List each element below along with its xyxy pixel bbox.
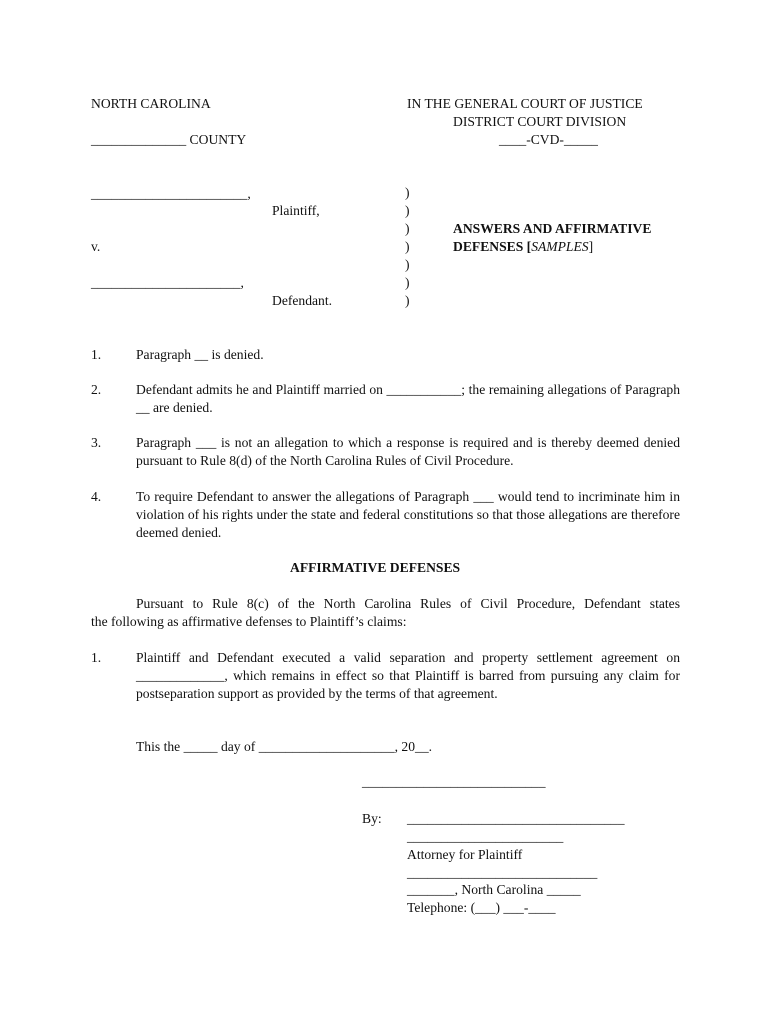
answer-text: Paragraph ___ is not an allegation to which a response is required and is thereby deemed denied pursuant to Rule 8(d) of the North Carolina Rules of Civil Procedure. [136, 435, 680, 468]
county-line: ______________ COUNTY [91, 132, 247, 147]
document-title-line-2 [453, 238, 593, 256]
caption-paren: ) [405, 275, 410, 290]
affirmative-intro-line-2: the following as affirmative defenses to Plaintiff’s claims: [91, 614, 407, 629]
caption-paren: ) [405, 293, 410, 308]
city-state-zip-line: _______, North Carolina _____ [407, 882, 581, 897]
answer-text: To require Defendant to answer the allegations of Paragraph ___ would tend to incriminate him in violation of his rights under the state and federal constitutions so that those allegations are therefore deemed denied. [136, 489, 680, 540]
answer-text: Paragraph __ is denied. [136, 347, 264, 362]
answer-number: 4. [91, 489, 102, 504]
answer-number: 1. [91, 347, 102, 362]
date-line: This the _____ day of ____________________, 20__. [136, 739, 433, 754]
defendant-name-blank: ______________________, [91, 275, 244, 290]
title-samples: SAMPLES [531, 239, 589, 254]
caption-paren: ) [405, 185, 410, 200]
state-heading: NORTH CAROLINA [91, 96, 211, 111]
defense-number: 1. [91, 650, 102, 665]
affirmative-defenses-heading: AFFIRMATIVE DEFENSES [290, 560, 461, 575]
file-number: ____-CVD-_____ [499, 132, 598, 147]
defendant-label: Defendant. [272, 293, 333, 308]
versus-label: v. [91, 239, 101, 254]
caption-paren: ) [405, 257, 410, 272]
answer-number: 2. [91, 382, 102, 397]
attorney-signature-line: ________________________________ [407, 811, 625, 826]
caption-paren: ) [405, 221, 410, 236]
caption-paren: ) [405, 203, 410, 218]
caption-paren: ) [405, 239, 410, 254]
document-title-line-1: ANSWERS AND AFFIRMATIVE [453, 221, 652, 236]
title-prefix: DEFENSES [ [453, 239, 532, 254]
answer-text: Defendant admits he and Plaintiff married on ___________; the remaining allegations of Paragraph __ are denied. [136, 382, 680, 415]
answer-number: 3. [91, 435, 102, 450]
title-suffix: ] [588, 239, 594, 254]
address-line: ____________________________ [407, 865, 598, 880]
defense-text: Plaintiff and Defendant executed a valid separation and property settlement agreement on _____________, which remains in effect so that Plaintiff is barred from pursuing any claim for postseparation support as provided by the terms of that agreement. [136, 650, 680, 701]
attorney-name-line: _______________________ [407, 829, 564, 844]
court-line-1: IN THE GENERAL COURT OF JUSTICE [407, 96, 643, 111]
by-label: By: [362, 811, 382, 826]
telephone-line: Telephone: (___) ___-____ [407, 900, 556, 915]
court-line-2: DISTRICT COURT DIVISION [453, 114, 627, 129]
plaintiff-name-blank: _______________________, [91, 186, 251, 201]
signature-line: ___________________________ [362, 774, 546, 789]
attorney-role: Attorney for Plaintiff [407, 847, 523, 862]
plaintiff-label: Plaintiff, [272, 203, 320, 218]
affirmative-intro-line-1: Pursuant to Rule 8(c) of the North Carolina Rules of Civil Procedure, Defendant states [136, 596, 680, 611]
